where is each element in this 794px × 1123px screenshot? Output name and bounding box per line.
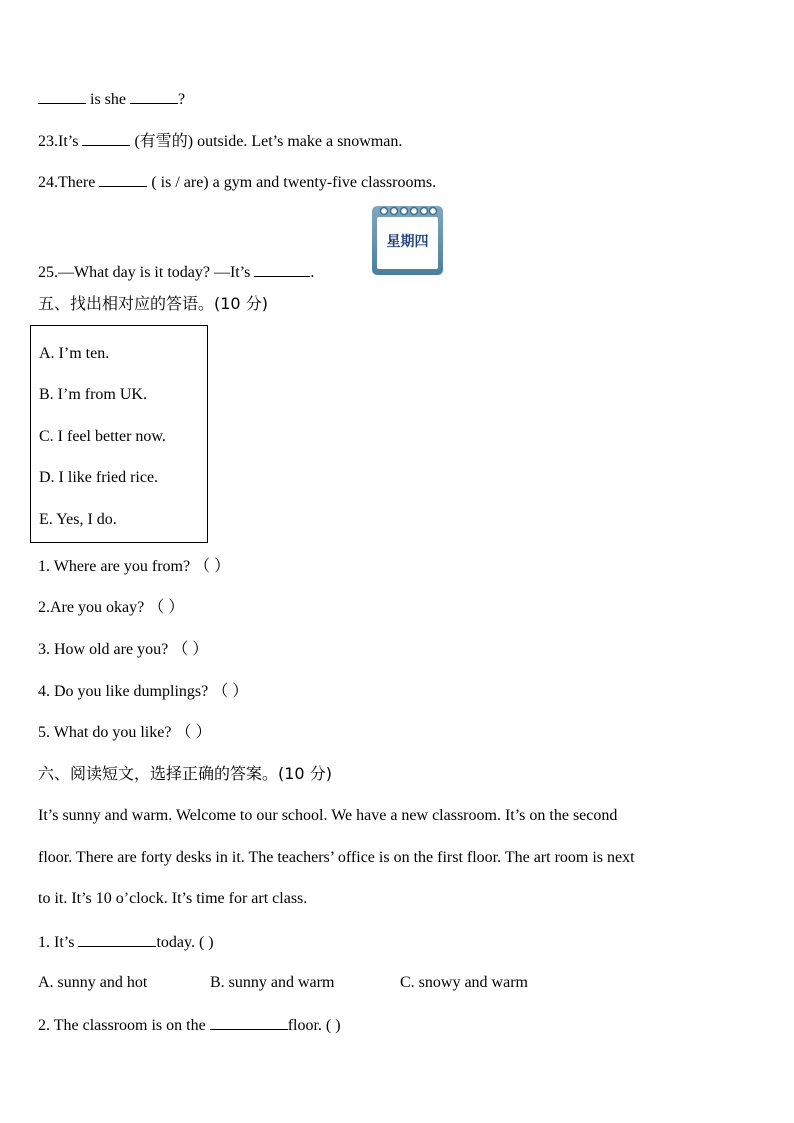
option-d: D. I like fried rice. <box>39 469 159 486</box>
q22-continuation: is she ? <box>38 88 185 110</box>
match-question-4: 4. Do you like dumplings? （ ） <box>38 683 249 700</box>
question-24: 24.There ( is / are) a gym and twenty-five classrooms. <box>38 171 436 193</box>
answer-blank[interactable] <box>82 130 130 146</box>
question-25: 25.—What day is it today? —It’s . <box>38 261 314 283</box>
answer-options-box <box>30 325 208 543</box>
passage-line-2: floor. There are forty desks in it. The teachers’ office is on the first floor. The art room is next <box>38 849 635 866</box>
calendar-thursday-image <box>371 203 444 276</box>
match-question-5: 5. What do you like? （ ） <box>38 724 212 741</box>
answer-blank[interactable] <box>254 261 310 277</box>
section-6-title: 六、阅读短文，选择正确的答案。(10 分) <box>38 764 332 783</box>
answer-blank[interactable] <box>38 88 86 104</box>
match-question-1: 1. Where are you from? （ ） <box>38 558 231 575</box>
match-question-3: 3. How old are you? （ ） <box>38 641 209 658</box>
answer-paren[interactable]: （ ） <box>148 599 185 616</box>
option-e: E. Yes, I do. <box>39 511 117 528</box>
question-23: 23.It’s (有雪的) outside. Let’s make a snowman. <box>38 130 402 152</box>
option-a: A. I’m ten. <box>39 345 110 362</box>
answer-blank[interactable] <box>99 171 147 187</box>
passage-line-1: It’s sunny and warm. Welcome to our school. We have a new classroom. It’s on the second <box>38 807 618 824</box>
answer-blank[interactable] <box>78 931 156 947</box>
answer-blank[interactable] <box>210 1014 288 1030</box>
section-5-title: 五、找出相对应的答语。(10 分) <box>38 294 268 313</box>
reading-q1-option-c[interactable]: C. snowy and warm <box>400 974 528 991</box>
answer-blank[interactable] <box>130 88 178 104</box>
match-question-2: 2.Are you okay? （ ） <box>38 599 185 616</box>
answer-paren[interactable]: （ ） <box>194 558 231 575</box>
option-c: C. I feel better now. <box>39 428 166 445</box>
option-b: B. I’m from UK. <box>39 386 147 403</box>
passage-line-3: to it. It’s 10 o’clock. It’s time for art class. <box>38 890 308 907</box>
answer-paren[interactable]: （ ） <box>172 641 209 658</box>
answer-paren[interactable]: （ ） <box>175 724 212 741</box>
reading-q1-option-b[interactable]: B. sunny and warm <box>210 974 335 991</box>
reading-q1-option-a[interactable]: A. sunny and hot <box>38 974 148 991</box>
reading-question-2: 2. The classroom is on the floor. ( ) <box>38 1014 341 1036</box>
reading-question-1: 1. It’s today. ( ) <box>38 931 214 953</box>
calendar-label: 星期四 <box>386 234 429 250</box>
answer-paren[interactable]: （ ） <box>212 683 249 700</box>
